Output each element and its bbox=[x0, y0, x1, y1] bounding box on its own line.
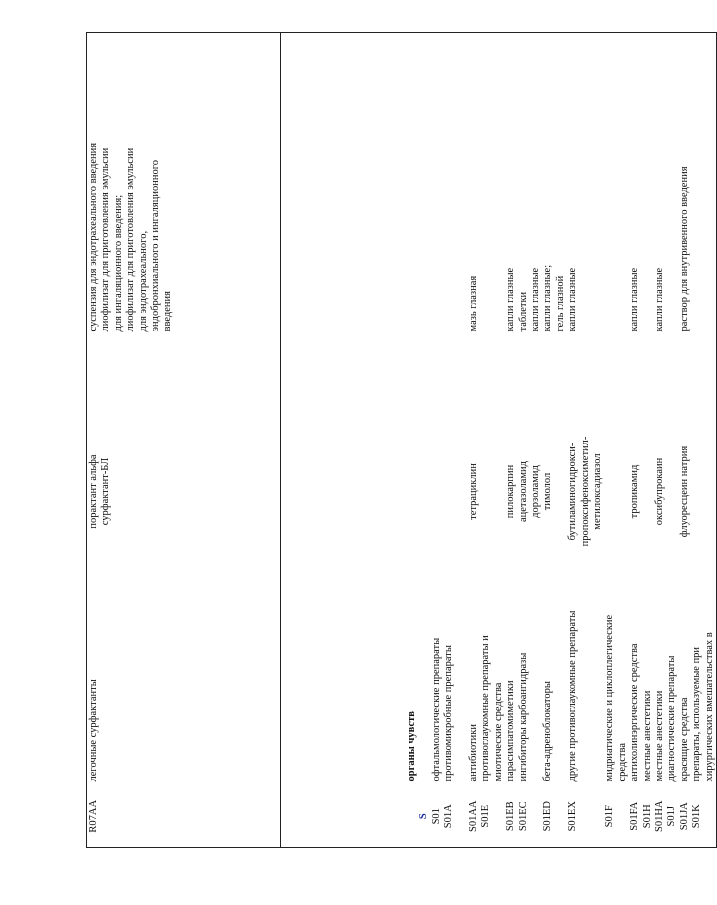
atc-code: S01E bbox=[480, 804, 492, 828]
dosage-form bbox=[592, 37, 604, 332]
drug-name bbox=[431, 420, 443, 564]
group-name: антибиотики bbox=[467, 724, 479, 782]
form-cell bbox=[87, 33, 281, 336]
form-line: суспензия для эндотрахеального введения bbox=[88, 142, 99, 332]
dosage-form: капли глазные bbox=[529, 267, 541, 332]
dosage-form bbox=[493, 37, 505, 332]
drug-name: дорзоламид bbox=[529, 465, 541, 518]
drug-name bbox=[493, 420, 505, 564]
dosage-form: капли глазные bbox=[629, 267, 641, 332]
section-code: S bbox=[418, 813, 430, 820]
atc-code bbox=[592, 790, 604, 844]
group-name: офтальмологические препараты bbox=[430, 637, 442, 782]
group-name: противоглаукомные препараты и bbox=[480, 635, 492, 782]
group-name: средства bbox=[616, 742, 628, 782]
group-cell bbox=[87, 568, 281, 786]
dosage-form bbox=[431, 37, 443, 332]
dosage-form bbox=[480, 37, 492, 332]
atc-code: S01HA bbox=[654, 800, 666, 833]
group-name bbox=[530, 572, 542, 782]
dosage-form: мазь глазная bbox=[467, 275, 479, 332]
form-line: эндобронхиального и ингаляционного bbox=[150, 159, 162, 332]
atc-code: S01EC bbox=[517, 801, 529, 832]
atc-code: S01JA bbox=[678, 802, 690, 831]
section-title: органы чувств bbox=[405, 711, 417, 782]
atc-code: S01A bbox=[443, 804, 455, 829]
atc-code: S01F bbox=[604, 805, 616, 828]
drug-name: бутиламиногидрокси- bbox=[567, 442, 579, 541]
atc-code: S01EB bbox=[505, 801, 517, 832]
group-name bbox=[555, 572, 567, 782]
group-name: антихолинэргические средства bbox=[629, 643, 641, 782]
atc-code: S01EX bbox=[567, 801, 579, 832]
atc-code bbox=[456, 790, 468, 844]
dosage-form: капли глазные bbox=[567, 267, 579, 332]
group-name: другие противоглаукомные препараты bbox=[567, 610, 579, 782]
group-name bbox=[580, 572, 592, 782]
drug-name bbox=[480, 420, 492, 564]
group-name: миотические средства bbox=[492, 682, 504, 782]
drug-name bbox=[642, 420, 654, 564]
dosage-form bbox=[580, 37, 592, 332]
atc-code: S01ED bbox=[542, 801, 554, 832]
group-name: препараты, используемые при bbox=[691, 646, 703, 782]
atc-code bbox=[555, 790, 567, 844]
atc-code-cell bbox=[87, 786, 281, 848]
form-line: для эндотрахеального, bbox=[137, 230, 149, 332]
group-name: хирургических вмешательствах в bbox=[703, 632, 715, 782]
rotated-table-frame bbox=[86, 33, 715, 848]
dosage-form: гель глазной bbox=[554, 275, 566, 332]
table-row-r07aa bbox=[87, 33, 281, 848]
drug-name: тропикамид bbox=[629, 464, 641, 519]
dosage-form: капли глазные bbox=[505, 267, 517, 332]
dosage-form: таблетки bbox=[517, 291, 529, 332]
group-name: ингибиторы карбоангидразы bbox=[517, 652, 529, 782]
dosage-form bbox=[456, 37, 468, 332]
form-cell bbox=[281, 33, 717, 336]
atc-code: S01 bbox=[430, 808, 442, 825]
dosage-form bbox=[443, 37, 455, 332]
group-cell bbox=[281, 568, 717, 786]
form-line: введения bbox=[162, 291, 174, 332]
atc-code bbox=[580, 790, 592, 844]
group-name: красящие средства bbox=[678, 697, 690, 782]
atc-code-cell bbox=[281, 786, 717, 848]
drug-name: оксибупрокаин bbox=[654, 457, 665, 526]
atc-code bbox=[493, 790, 505, 844]
atc-code: S01H bbox=[641, 804, 653, 829]
group-name: местные анестетики bbox=[654, 690, 666, 782]
drug-cell bbox=[281, 416, 717, 568]
drug-name bbox=[666, 420, 678, 564]
drug-name: тимолол bbox=[542, 472, 554, 511]
dosage-form bbox=[604, 37, 616, 332]
dosage-form bbox=[642, 37, 654, 332]
drug-name: метилоксадиазол bbox=[591, 453, 603, 530]
atc-code: S01J bbox=[666, 806, 678, 827]
dosage-form: капли глазные; bbox=[542, 264, 554, 332]
drug-name bbox=[604, 420, 616, 564]
group-name: бета-адреноблокаторы bbox=[542, 681, 554, 782]
group-name: мидриатические и циклоплегические bbox=[604, 614, 616, 782]
drug-name: ацетазоламид bbox=[517, 460, 529, 523]
atc-code bbox=[530, 790, 542, 844]
drug-classification-table bbox=[86, 32, 717, 848]
drug-cell bbox=[87, 416, 281, 568]
spacer-cell bbox=[87, 336, 281, 416]
group-name bbox=[592, 572, 604, 782]
drug-name bbox=[456, 420, 468, 564]
form-line: лиофилизат для приготовления эмульсии bbox=[100, 147, 112, 332]
drug-line: сурфактант-БЛ bbox=[100, 457, 112, 526]
dosage-form: капли глазные bbox=[654, 267, 665, 332]
drug-name bbox=[443, 420, 455, 564]
atc-code: R07AA bbox=[88, 799, 99, 833]
group-name: диагностические препараты bbox=[666, 655, 678, 782]
drug-name: пропоксифеноксиметил- bbox=[579, 436, 591, 547]
group-name: противомикробные препараты bbox=[443, 645, 455, 782]
atc-code bbox=[617, 790, 629, 844]
drug-name: тетрациклин bbox=[467, 463, 479, 520]
group-name bbox=[456, 572, 468, 782]
dosage-form: раствор для внутривенного введения bbox=[678, 166, 690, 332]
atc-code: S01K bbox=[691, 804, 703, 829]
spacer-cell bbox=[281, 336, 717, 416]
group-name: парасимпатомиметики bbox=[505, 680, 517, 782]
group-name: легочные сурфактанты bbox=[88, 679, 99, 782]
drug-line: порактант альфа bbox=[88, 454, 99, 529]
form-line: для ингаляционного введения; bbox=[112, 194, 124, 332]
form-line: лиофилизат для приготовления эмульсии bbox=[125, 147, 137, 332]
drug-name bbox=[555, 420, 567, 564]
table-row-section-s bbox=[281, 33, 717, 848]
dosage-form bbox=[617, 37, 629, 332]
group-name: местные анестетики bbox=[641, 690, 653, 782]
drug-name: флуоресцеин натрия bbox=[678, 445, 690, 538]
dosage-form bbox=[666, 37, 678, 332]
drug-name: пилокарпин bbox=[505, 464, 517, 519]
atc-code: S01AA bbox=[467, 800, 479, 833]
atc-code: S01FA bbox=[629, 801, 641, 831]
drug-name bbox=[617, 420, 629, 564]
